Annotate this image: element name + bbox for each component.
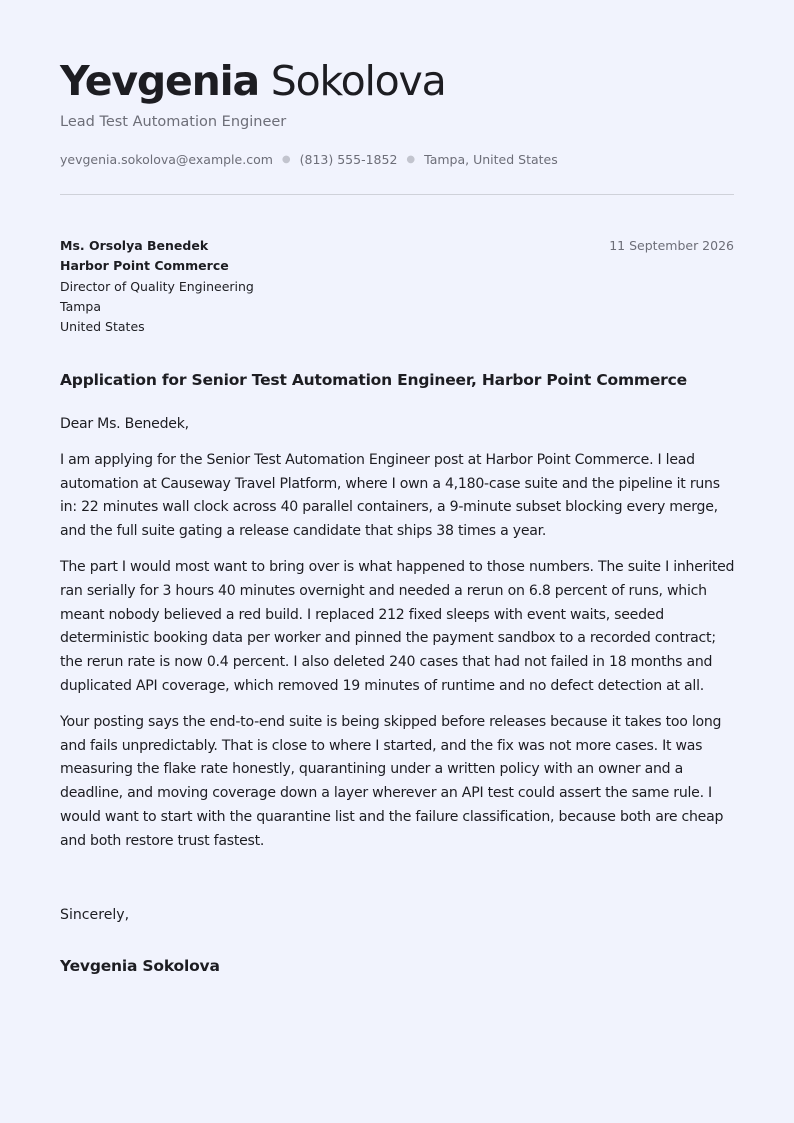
- signature-name: Yevgenia Sokolova: [60, 957, 220, 975]
- location: Tampa, United States: [424, 152, 558, 167]
- applicant-name: [60, 55, 446, 107]
- recipient-title: Director of Quality Engineering: [60, 278, 254, 294]
- applicant-job-title: Lead Test Automation Engineer: [60, 114, 287, 130]
- separator-dot-icon: ●: [406, 154, 416, 165]
- body-paragraph: I am applying for the Senior Test Automation Engineer post at Harbor Point Commerce. I lead automation at Causeway Travel Platform, where I own a 4,180-case suite and the pipeline it runs in: 22 minutes wall clock across 40 parallel containers, a 9-minute subset blocking every merge, and the full suite gating a release candidate that ships 38 times a year.: [60, 451, 720, 540]
- separator-dot-icon: ●: [281, 154, 291, 165]
- email-address: yevgenia.sokolova@example.com: [60, 152, 273, 167]
- recipient-city: Tampa: [60, 298, 101, 314]
- recipient-country: United States: [60, 319, 145, 335]
- body-paragraph: Your posting says the end-to-end suite is being skipped before releases because it takes too long and fails unpredictably. That is close to where I started, and the fix was not more cases. It was measuring the flake rate honestly, quarantining under a written policy with an owner and a deadline, and moving coverage down a layer wherever an API test could assert the same rule. I would want to start with the quarantine list and the failure classification, because both are cheap and both restore trust fastest.: [60, 713, 724, 849]
- salutation: Dear Ms. Benedek,: [60, 416, 189, 432]
- applicant-first-name: Yevgenia: [60, 57, 259, 105]
- header-divider: [60, 194, 734, 195]
- closing: Sincerely,: [60, 907, 130, 923]
- letter-date: 11 September 2026: [609, 238, 734, 253]
- letter-subject: Application for Senior Test Automation Engineer, Harbor Point Commerce: [60, 371, 687, 389]
- letter-body: [60, 413, 736, 866]
- contact-line: [60, 152, 558, 167]
- recipient-company: Harbor Point Commerce: [60, 258, 229, 274]
- body-paragraph: The part I would most want to bring over is what happened to those numbers. The suite I inherited ran serially for 3 hours 40 minutes overnight and needed a rerun on 6.8 percent of runs, which meant nobody believed a red build. I replaced 212 fixed sleeps with event waits, seeded deterministic booking data per worker and pinned the payment sandbox to a recorded contract; the rerun rate is now 0.4 percent. I also deleted 240 cases that had not failed in 18 months and duplicated API coverage, which removed 19 minutes of runtime and no defect detection at all.: [60, 558, 735, 694]
- phone-number: (813) 555-1852: [299, 152, 398, 167]
- applicant-last-name: Sokolova: [270, 57, 446, 105]
- recipient-block: [60, 236, 254, 337]
- recipient-name: Ms. Orsolya Benedek: [60, 238, 209, 253]
